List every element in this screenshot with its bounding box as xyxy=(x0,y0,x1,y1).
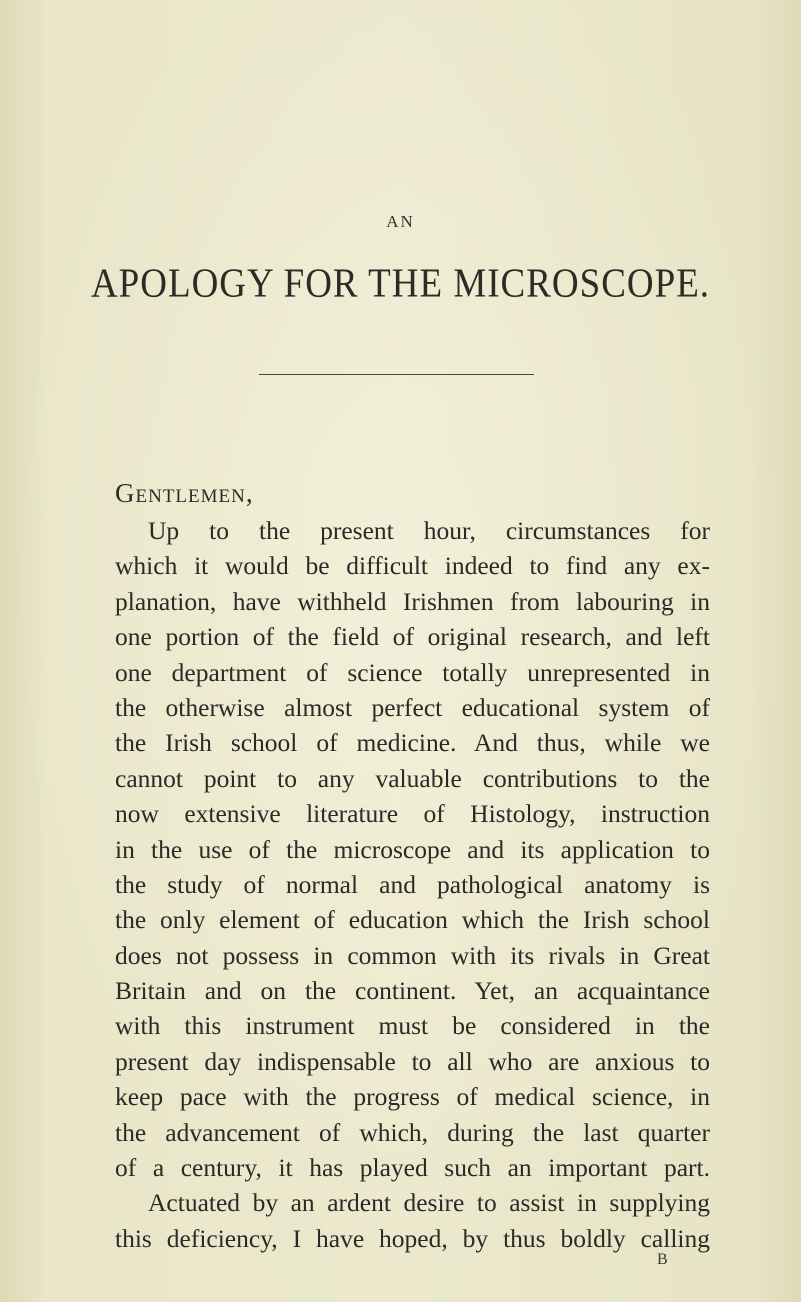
text-line: of a century, it has played such an important part. xyxy=(115,1153,710,1183)
signature-mark: B xyxy=(657,1251,669,1268)
text-line: now extensive literature of Histology, instruction xyxy=(115,799,710,829)
text-line: Up to the present hour, circumstances for xyxy=(148,516,710,545)
text-line: the advancement of which, during the last quarter xyxy=(115,1117,710,1147)
text-line: cannot point to any valuable contributions to the xyxy=(115,763,710,793)
text-line: the otherwise almost perfect educational system of xyxy=(115,692,710,722)
small-heading: AN xyxy=(386,212,415,231)
text-line: with this instrument must be considered in the xyxy=(115,1011,710,1041)
page-title: APOLOGY FOR THE MICROSCOPE. xyxy=(90,260,711,307)
text-line: present day indispensable to all who are anxious to xyxy=(115,1046,710,1076)
text-line: the only element of education which the Irish school xyxy=(115,905,710,935)
text-line: planation, have withheld Irishmen from labouring in xyxy=(115,586,710,616)
text-line: one portion of the field of original research, and left xyxy=(115,622,710,652)
text-line: which it would be difficult indeed to find any ex- xyxy=(115,551,710,581)
body-text xyxy=(115,513,710,1256)
text-line: Britain and on the continent. Yet, an acquaintance xyxy=(115,976,710,1006)
title-rule-divider xyxy=(259,374,534,375)
text-line: the Irish school of medicine. And thus, while we xyxy=(115,728,710,758)
text-line: one department of science totally unrepresented in xyxy=(115,657,710,687)
text-line: in the use of the microscope and its application to xyxy=(115,834,710,864)
text-line: Actuated by an ardent desire to assist in supplying xyxy=(148,1188,710,1218)
text-line: keep pace with the progress of medical science, in xyxy=(115,1082,710,1112)
salutation: Gentlemen, xyxy=(115,478,254,508)
text-line: this deficiency, I have hoped, by thus boldly calling xyxy=(115,1223,710,1253)
text-line: the study of normal and pathological anatomy is xyxy=(115,869,710,899)
text-line: does not possess in common with its rivals in Great xyxy=(115,940,710,970)
